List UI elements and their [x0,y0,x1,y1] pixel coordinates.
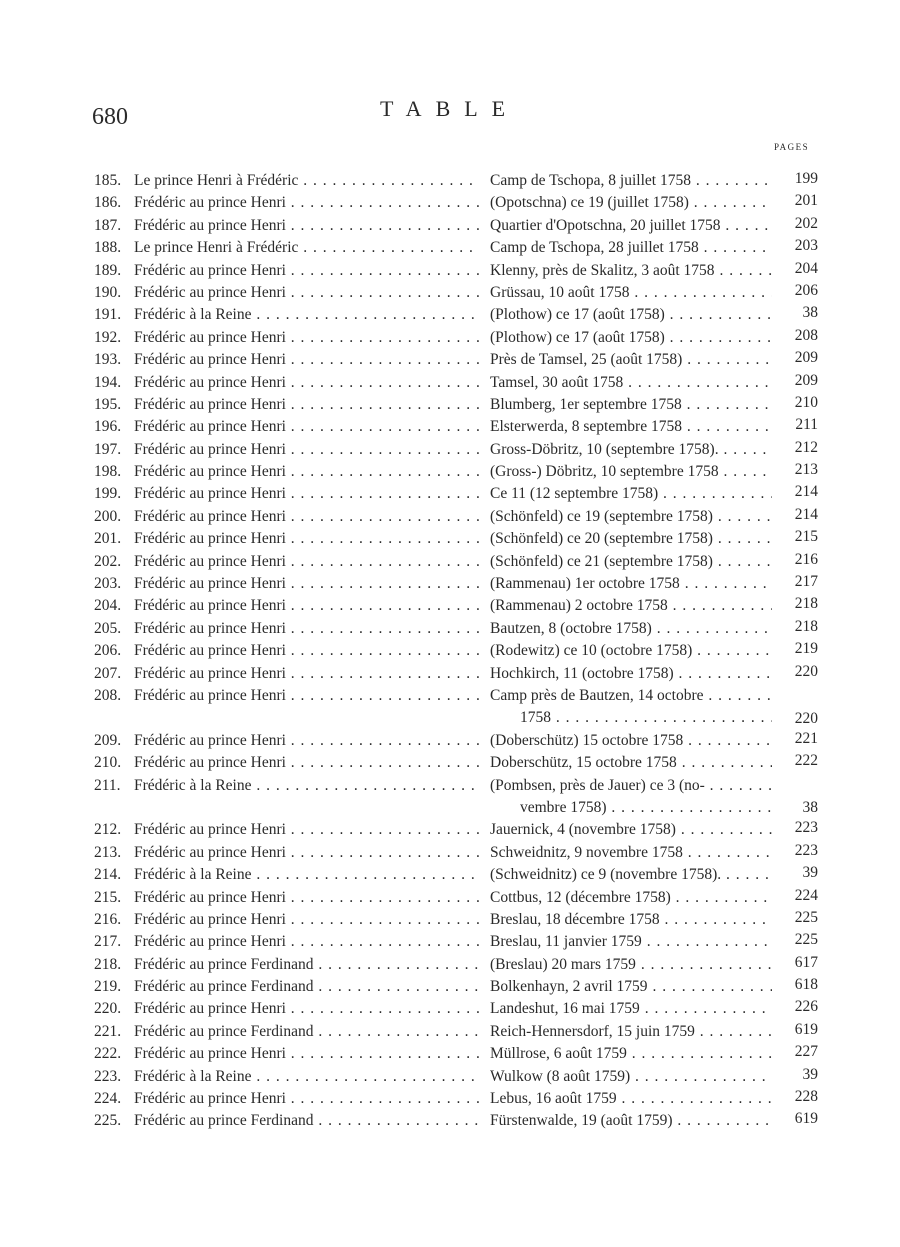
table-row [0,750,900,772]
entry-number: 199. [94,485,122,503]
entry-place-line: Schweidnitz, 9 novembre 1758 . . . [490,842,772,864]
entry-place-line: Quartier d'Opotschna, 20 juillet 1758 . . . [490,215,772,237]
entry-page: 224 [794,886,818,904]
entry-correspondents: Frédéric au prince Henri . . . [134,351,479,369]
entry-page: 225 [794,908,818,926]
entry-page: 214 [794,483,818,501]
entry-correspondents: Frédéric au prince Henri . . . [134,754,479,772]
entry-place-line: (Rammenau) 2 octobre 1758 . . . [490,595,772,617]
entry-page: 225 [794,931,818,949]
entry-page: 226 [794,998,818,1016]
entry-place-line: Camp de Tschopa, 8 juillet 1758 . . . [490,170,772,192]
table-row [0,1108,900,1130]
entry-place-date [490,998,772,1020]
entry-place-date [490,1110,772,1132]
entry-place-line: Hochkirch, 11 (octobre 1758) . . . [490,663,772,685]
entry-place-date [490,775,772,820]
entry-correspondents: Frédéric au prince Henri . . . [134,597,479,615]
entry-page: 218 [794,617,818,635]
entry-place-date [490,170,772,192]
entry-number: 197. [94,440,122,458]
entry-place-line: Bolkenhayn, 2 avril 1759 . . . [490,976,772,998]
entry-correspondents: Frédéric au prince Henri . . . [134,1045,479,1063]
table-row [0,526,900,548]
entry-place-line: Wulkow (8 août 1759) . . . [490,1066,772,1088]
entry-correspondents: Frédéric au prince Henri . . . [134,642,479,660]
table-row [0,728,900,750]
entry-number: 194. [94,373,122,391]
entry-place-line: Doberschütz, 15 octobre 1758 . . . [490,752,772,774]
entry-page: 220 [794,709,818,727]
entry-place-line: (Schönfeld) ce 19 (septembre 1758) . . . [490,506,772,528]
entry-correspondents: Frédéric au prince Henri . . . [134,463,479,481]
entry-place-line: (Rammenau) 1er octobre 1758 . . . [490,573,772,595]
entry-place-line: Camp près de Bautzen, 14 octobre . . . [490,685,772,707]
entry-number: 209. [94,731,122,749]
entry-place-date [490,1043,772,1065]
table-row [0,213,900,235]
entry-page: 618 [794,976,818,994]
entry-number: 186. [94,194,122,212]
table-row [0,929,900,951]
entry-number: 193. [94,351,122,369]
table-row [0,638,900,660]
entry-correspondents: Frédéric au prince Henri . . . [134,418,479,436]
entry-place-line: Elsterwerda, 8 septembre 1758 . . . [490,416,772,438]
entry-place-date [490,349,772,371]
entry-place-date [490,416,772,438]
entry-number: 216. [94,910,122,928]
table-row [0,235,900,257]
entry-place-line: Camp de Tschopa, 28 juillet 1758 . . . [490,237,772,259]
page-title: TABLE [380,96,520,121]
entry-number: 210. [94,754,122,772]
entry-place-line: Près de Tamsel, 25 (août 1758) . . . [490,349,772,371]
entry-number: 202. [94,552,122,570]
entry-page: 218 [794,595,818,613]
entry-correspondents: Frédéric au prince Henri . . . [134,933,479,951]
entry-correspondents: Le prince Henri à Frédéric . . . [134,239,479,257]
pages-column-label: PAGES [774,142,810,152]
entry-place-line: Bautzen, 8 (octobre 1758) . . . [490,618,772,640]
table-row [0,817,900,839]
entry-page: 219 [794,640,818,658]
entry-page: 209 [794,371,818,389]
entry-place-date [490,461,772,483]
entry-place-date [490,304,772,326]
table-row [0,952,900,974]
entry-number: 190. [94,283,122,301]
entry-page: 215 [794,528,818,546]
entry-number: 201. [94,530,122,548]
entry-page: 210 [794,393,818,411]
table-row [0,571,900,593]
entry-place-date [490,976,772,998]
entry-place-date [490,192,772,214]
entry-place-line: 1758 . . . [490,707,772,729]
entry-place-date [490,1021,772,1043]
entry-page: 213 [794,461,818,479]
table-row [0,280,900,302]
entry-correspondents: Frédéric au prince Henri . . . [134,620,479,638]
entry-place-date [490,954,772,976]
entry-place-date [490,260,772,282]
entry-page: 220 [794,662,818,680]
entry-place-line: Gross-Döbritz, 10 (septembre 1758). . . . [490,439,772,461]
table-row [0,414,900,436]
entry-place-line: (Schweidnitz) ce 9 (novembre 1758). . . . [490,864,772,886]
entry-number: 189. [94,261,122,279]
table-row [0,1019,900,1041]
entry-number: 200. [94,507,122,525]
entry-correspondents: Frédéric au prince Henri . . . [134,441,479,459]
entry-place-date [490,618,772,640]
entry-place-line: (Opotschna) ce 19 (juillet 1758) . . . [490,192,772,214]
entry-place-date [490,685,772,730]
entry-place-line: Breslau, 18 décembre 1758 . . . [490,909,772,931]
entry-number: 204. [94,597,122,615]
table-row [0,840,900,862]
entry-page: 203 [794,237,818,255]
entry-place-line: Breslau, 11 janvier 1759 . . . [490,931,772,953]
entry-number: 206. [94,642,122,660]
entry-number: 196. [94,418,122,436]
entry-correspondents: Frédéric à la Reine . . . [134,866,479,884]
entry-number: 187. [94,216,122,234]
entry-number: 222. [94,1045,122,1063]
entry-correspondents: Frédéric au prince Henri . . . [134,396,479,414]
entry-place-line: (Gross-) Döbritz, 10 septembre 1758 . . . [490,461,772,483]
entry-place-line: Jauernick, 4 (novembre 1758) . . . [490,819,772,841]
entry-place-line: Grüssau, 10 août 1758 . . . [490,282,772,304]
entry-place-line: Landeshut, 16 mai 1759 . . . [490,998,772,1020]
entry-place-date [490,439,772,461]
entry-place-line: Reich-Hennersdorf, 15 juin 1759 . . . [490,1021,772,1043]
entry-correspondents: Frédéric à la Reine . . . [134,1068,479,1086]
entry-correspondents: Frédéric au prince Henri . . . [134,217,479,235]
entry-correspondents: Le prince Henri à Frédéric . . . [134,172,479,190]
entry-correspondents: Frédéric au prince Henri . . . [134,687,479,705]
entry-place-date [490,730,772,752]
table-row [0,481,900,503]
entry-place-date [490,640,772,662]
entry-page: 216 [794,550,818,568]
table-row [0,168,900,190]
entry-correspondents: Frédéric au prince Henri . . . [134,329,479,347]
table-row [0,1064,900,1086]
table-row [0,862,900,884]
entry-place-date [490,819,772,841]
entry-page: 208 [794,326,818,344]
entry-correspondents: Frédéric au prince Henri . . . [134,508,479,526]
table-row [0,661,900,683]
table-row [0,974,900,996]
entry-place-line: Klenny, près de Skalitz, 3 août 1758 . . . [490,260,772,282]
entry-page: 38 [802,304,818,322]
entry-page: 228 [794,1088,818,1106]
entry-place-line: Cottbus, 12 (décembre 1758) . . . [490,887,772,909]
table-row [0,907,900,929]
entry-place-date [490,663,772,685]
entry-correspondents: Frédéric au prince Ferdinand . . . [134,978,479,996]
table-row [0,616,900,638]
entry-number: 188. [94,239,122,257]
table-row [0,302,900,324]
entry-number: 203. [94,575,122,593]
entry-correspondents: Frédéric au prince Henri . . . [134,374,479,392]
entry-place-date [490,237,772,259]
entry-number: 214. [94,866,122,884]
entry-place-date [490,327,772,349]
entry-page: 202 [794,214,818,232]
entry-place-date [490,931,772,953]
entry-place-date [490,483,772,505]
entry-page: 204 [794,259,818,277]
table-row [0,1041,900,1063]
entry-page: 217 [794,573,818,591]
entry-number: 213. [94,843,122,861]
table-row [0,593,900,615]
entry-place-line: Ce 11 (12 septembre 1758) . . . [490,483,772,505]
entry-correspondents: Frédéric au prince Henri . . . [134,1000,479,1018]
entry-place-date [490,864,772,886]
table-row [0,347,900,369]
entry-correspondents: Frédéric à la Reine . . . [134,777,479,795]
entry-place-line: (Breslau) 20 mars 1759 . . . [490,954,772,976]
entry-place-date [490,528,772,550]
entry-place-date [490,752,772,774]
entry-page: 222 [794,752,818,770]
table-row [0,996,900,1018]
entry-place-date [490,1088,772,1110]
entry-place-line: (Pombsen, près de Jauer) ce 3 (no- . . . [490,775,772,797]
entry-place-line: Lebus, 16 août 1759 . . . [490,1088,772,1110]
page-number: 680 [92,104,128,130]
entry-number: 207. [94,664,122,682]
table-row [0,504,900,526]
entry-correspondents: Frédéric au prince Henri . . . [134,284,479,302]
entry-page: 199 [794,170,818,187]
entry-number: 208. [94,686,122,704]
entry-page: 39 [802,1065,818,1083]
table-row [0,190,900,212]
entry-page: 209 [794,349,818,367]
entry-place-line: (Rodewitz) ce 10 (octobre 1758) . . . [490,640,772,662]
entry-place-line: Fürstenwalde, 19 (août 1759) . . . [490,1110,772,1132]
entry-number: 191. [94,306,122,324]
entry-page: 619 [794,1020,818,1038]
entry-place-line: (Plothow) ce 17 (août 1758) . . . [490,327,772,349]
entry-correspondents: Frédéric au prince Henri . . . [134,1090,479,1108]
entry-number: 205. [94,619,122,637]
entry-place-date [490,215,772,237]
entry-page: 39 [802,864,818,882]
entry-correspondents: Frédéric au prince Henri . . . [134,530,479,548]
entry-number: 211. [94,776,121,794]
entry-number: 215. [94,888,122,906]
entry-correspondents: Frédéric au prince Henri . . . [134,911,479,929]
entry-number: 195. [94,395,122,413]
entry-correspondents: Frédéric à la Reine . . . [134,306,479,324]
entry-place-line: Blumberg, 1er septembre 1758 . . . [490,394,772,416]
entry-number: 220. [94,1000,122,1018]
entry-correspondents: Frédéric au prince Henri . . . [134,575,479,593]
entry-page: 221 [794,729,818,747]
entry-correspondents: Frédéric au prince Ferdinand . . . [134,956,479,974]
entry-page: 617 [794,953,818,971]
entry-place-date [490,909,772,931]
entry-page: 201 [794,192,818,210]
entry-correspondents: Frédéric au prince Henri . . . [134,665,479,683]
entry-number: 225. [94,1112,122,1130]
entry-place-line: Tamsel, 30 août 1758 . . . [490,372,772,394]
entry-place-line: vembre 1758) . . . [490,797,772,819]
entry-number: 223. [94,1067,122,1085]
entry-place-date [490,394,772,416]
entry-correspondents: Frédéric au prince Henri . . . [134,262,479,280]
table-of-contents [0,168,900,1131]
entry-place-line: (Schönfeld) ce 20 (septembre 1758) . . . [490,528,772,550]
entry-page: 223 [794,819,818,837]
entry-page: 211 [795,416,818,434]
entry-place-line: (Plothow) ce 17 (août 1758) . . . [490,304,772,326]
entry-place-date [490,887,772,909]
entry-place-date [490,1066,772,1088]
table-row [0,437,900,459]
entry-place-date [490,506,772,528]
entry-correspondents: Frédéric au prince Henri . . . [134,844,479,862]
entry-number: 221. [94,1022,122,1040]
entry-number: 217. [94,933,122,951]
entry-place-date [490,842,772,864]
table-row [0,392,900,414]
entry-page: 619 [794,1110,818,1128]
entry-number: 185. [94,172,122,189]
entry-correspondents: Frédéric au prince Henri . . . [134,889,479,907]
table-row [0,1086,900,1108]
entry-page: 38 [802,799,818,817]
table-row [0,549,900,571]
entry-number: 219. [94,978,122,996]
entry-place-date [490,595,772,617]
table-row [0,325,900,347]
table-row [0,683,900,728]
entry-number: 218. [94,955,122,973]
table-row [0,459,900,481]
entry-place-date [490,372,772,394]
table-row [0,370,900,392]
entry-page: 206 [794,281,818,299]
entry-correspondents: Frédéric au prince Ferdinand . . . [134,1112,479,1130]
entry-number: 212. [94,821,122,839]
entry-correspondents: Frédéric au prince Henri . . . [134,821,479,839]
table-row [0,885,900,907]
table-row [0,258,900,280]
entry-correspondents: Frédéric au prince Henri . . . [134,485,479,503]
entry-page: 227 [794,1043,818,1061]
entry-number: 224. [94,1090,122,1108]
entry-place-date [490,573,772,595]
entry-page: 223 [794,841,818,859]
entry-correspondents: Frédéric au prince Henri . . . [134,194,479,212]
entry-place-line: (Doberschütz) 15 octobre 1758 . . . [490,730,772,752]
table-row [0,773,900,818]
entry-number: 198. [94,463,122,481]
entry-number: 192. [94,328,122,346]
entry-correspondents: Frédéric au prince Henri . . . [134,732,479,750]
entry-correspondents: Frédéric au prince Henri . . . [134,553,479,571]
entry-page: 212 [794,438,818,456]
entry-place-date [490,282,772,304]
entry-place-line: Müllrose, 6 août 1759 . . . [490,1043,772,1065]
entry-correspondents: Frédéric au prince Ferdinand . . . [134,1023,479,1041]
entry-place-date [490,551,772,573]
entry-place-line: (Schönfeld) ce 21 (septembre 1758) . . . [490,551,772,573]
entry-page: 214 [794,505,818,523]
